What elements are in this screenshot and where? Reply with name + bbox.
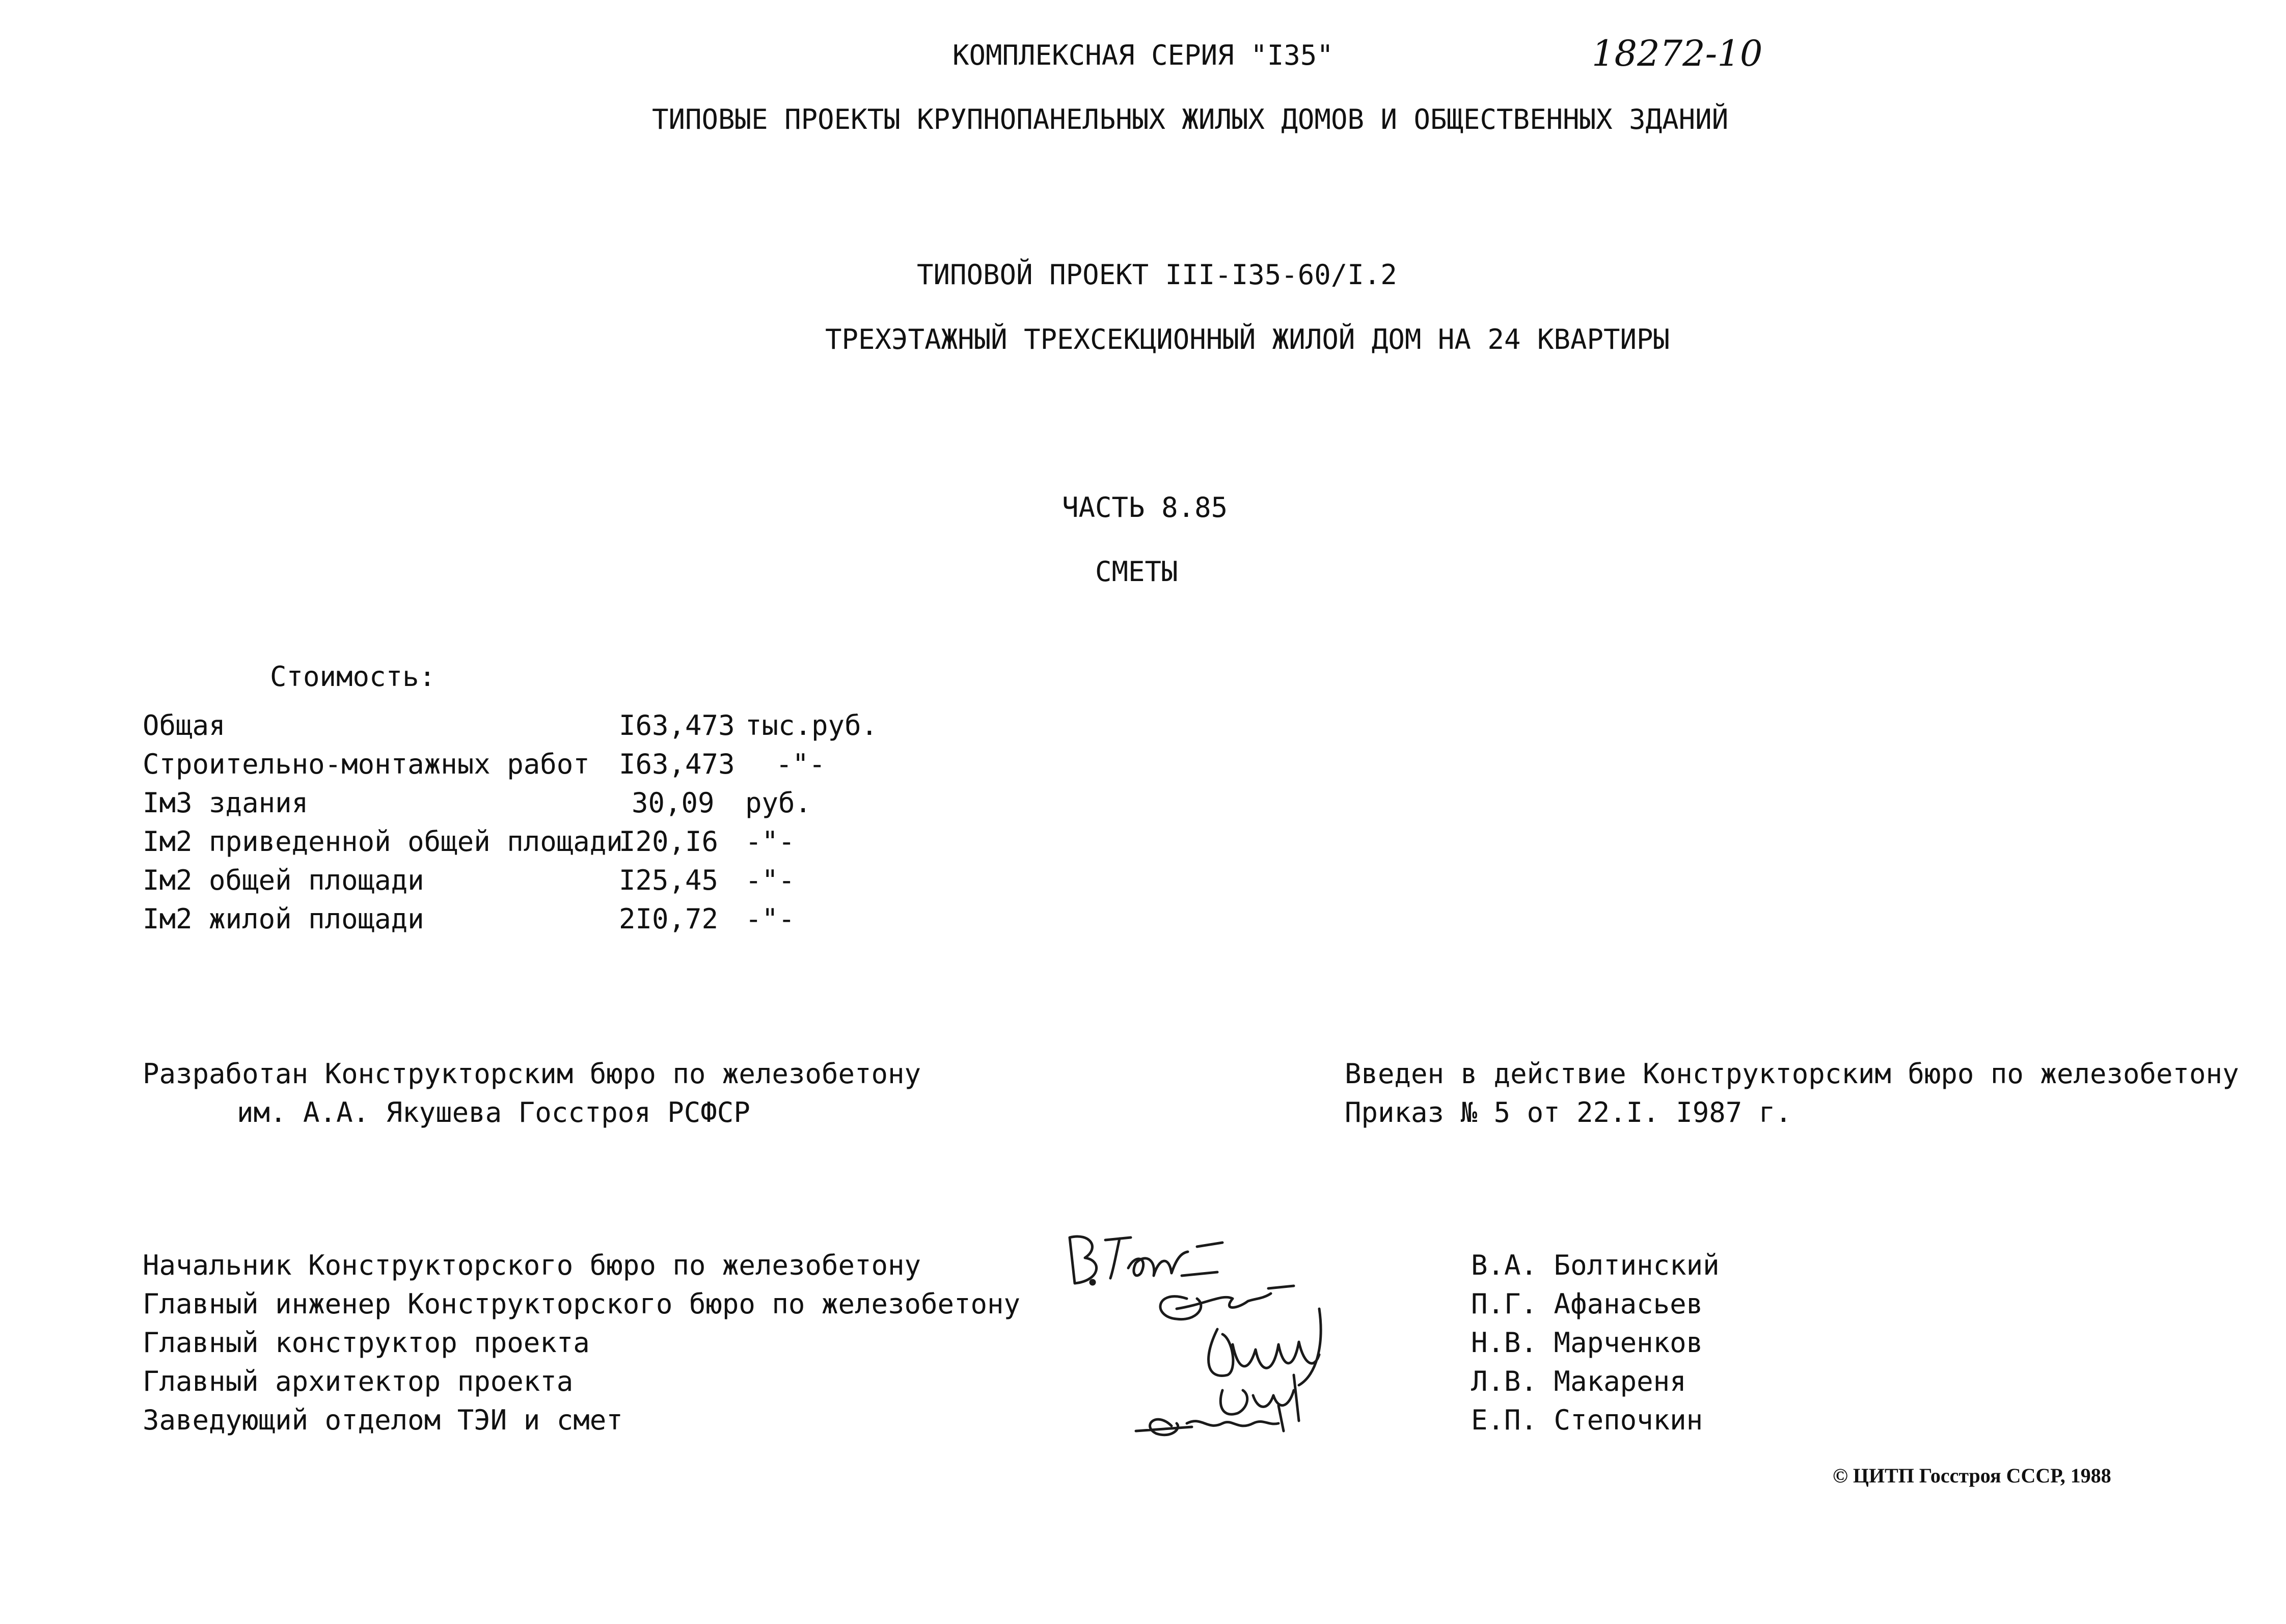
signatory-name: П.Г. Афанасьев — [1471, 1288, 1703, 1320]
cost-unit: тыс.руб. — [745, 709, 878, 741]
series-title: КОМПЛЕКСНАЯ СЕРИЯ "I35" — [953, 39, 1334, 71]
part-number: ЧАСТЬ 8.85 — [1062, 491, 1228, 524]
project-name: ТРЕХЭТАЖНЫЙ ТРЕХСЕКЦИОННЫЙ ЖИЛОЙ ДОМ НА 24 КВАРТИРЫ — [825, 323, 1670, 355]
cost-heading: Стоимость: — [270, 660, 436, 693]
signatory-name: Е.П. Степочкин — [1471, 1404, 1703, 1436]
document-number: 18272-10 — [1592, 33, 1763, 74]
enacted-by-line1: Введен в действие Конструкторским бюро по железобетону — [1345, 1058, 2239, 1090]
signatory-position: Заведующий отделом ТЭИ и смет — [143, 1404, 623, 1436]
cost-label: Iм3 здания — [143, 787, 309, 819]
enacted-by-line2: Приказ № 5 от 22.I. I987 г. — [1345, 1096, 1792, 1128]
cost-value: 2I0,72 — [619, 903, 719, 935]
cost-label: Iм2 общей площади — [143, 864, 424, 896]
cost-value: I63,473 — [619, 748, 735, 780]
cost-unit: руб. — [745, 787, 812, 819]
cost-value: I63,473 — [619, 709, 735, 741]
developed-by-line2: им. А.А. Якушева Госстроя РСФСР — [237, 1096, 750, 1128]
cost-label: Iм2 жилой площади — [143, 903, 424, 935]
cost-unit: -"- — [745, 864, 795, 896]
signatory-name: В.А. Болтинский — [1471, 1249, 1720, 1281]
cost-label: Строительно-монтажных работ — [143, 748, 590, 780]
signatory-position: Начальник Конструкторского бюро по железобетону — [143, 1249, 921, 1281]
signatory-name: Н.В. Марченков — [1471, 1327, 1703, 1359]
signatory-position: Главный инженер Конструкторского бюро по железобетону — [143, 1288, 1021, 1320]
cost-unit: -"- — [776, 748, 826, 780]
part-title: СМЕТЫ — [1095, 556, 1178, 588]
cost-unit: -"- — [745, 903, 795, 935]
signatory-position: Главный конструктор проекта — [143, 1327, 590, 1359]
cost-label: Iм2 приведенной общей площади — [143, 825, 623, 858]
cost-value: 30,09 — [632, 787, 715, 819]
handwritten-signatures — [1054, 1222, 1380, 1446]
cost-value: I20,I6 — [619, 825, 719, 858]
signatory-position: Главный архитектор проекта — [143, 1365, 574, 1397]
developed-by-line1: Разработан Конструкторским бюро по железобетону — [143, 1058, 921, 1090]
copyright: © ЦИТП Госстроя СССР, 1988 — [1833, 1464, 2111, 1487]
cost-unit: -"- — [745, 825, 795, 858]
cost-label: Общая — [143, 709, 226, 741]
cost-row — [143, 903, 795, 1015]
signatory-name: Л.В. Макареня — [1471, 1365, 1686, 1397]
subtitle: ТИПОВЫЕ ПРОЕКТЫ КРУПНОПАНЕЛЬНЫХ ЖИЛЫХ ДОМОВ И ОБЩЕСТВЕННЫХ ЗДАНИЙ — [652, 103, 1729, 135]
cost-value: I25,45 — [619, 864, 719, 896]
project-code: ТИПОВОЙ ПРОЕКТ III-I35-60/I.2 — [917, 259, 1397, 291]
